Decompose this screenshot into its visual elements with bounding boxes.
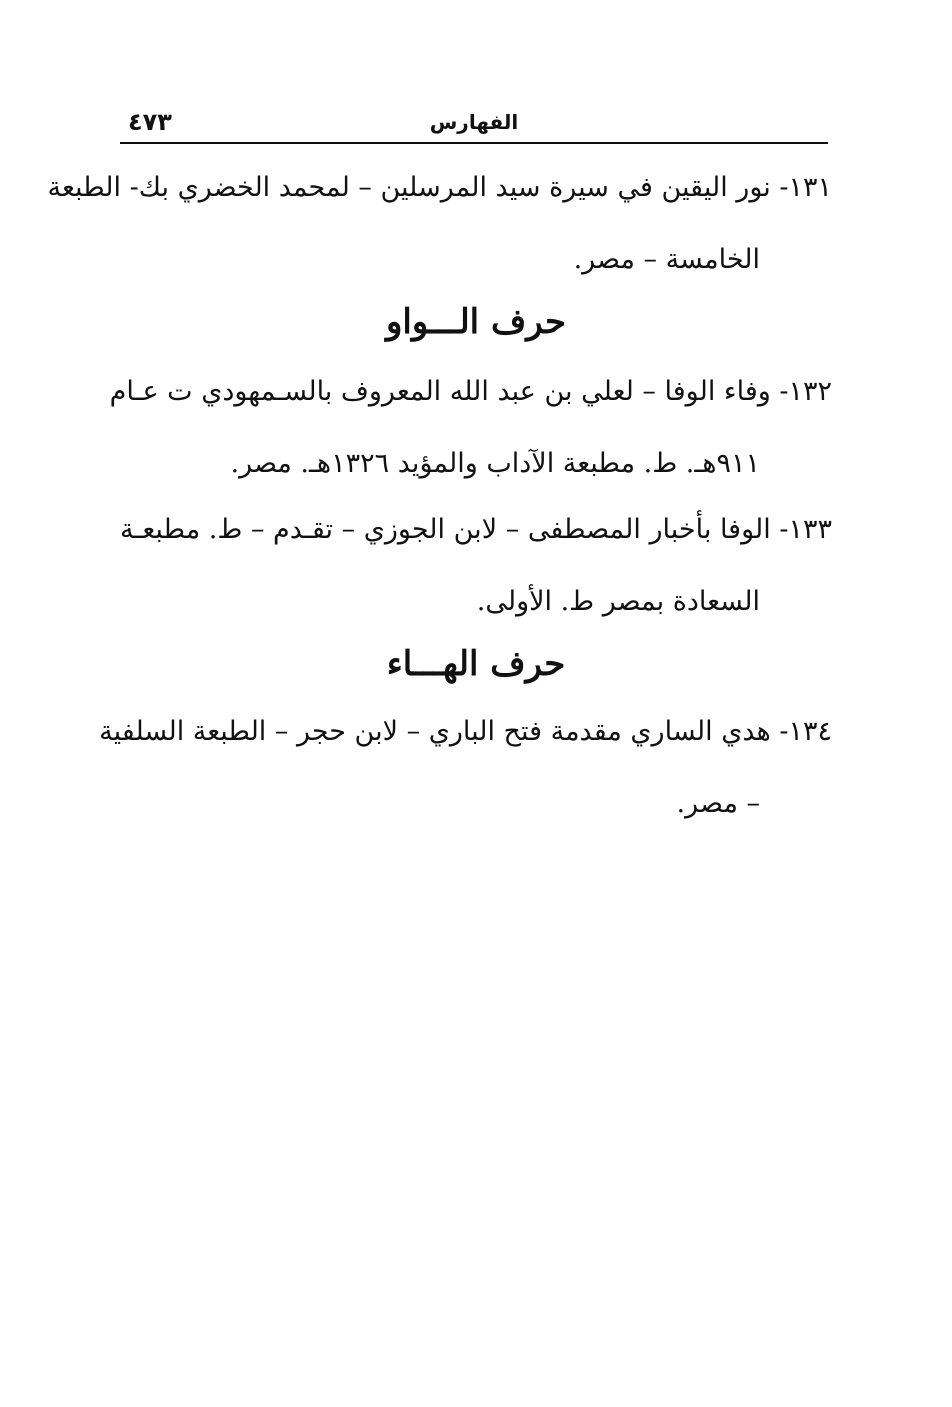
entry-line: الخامسة – مصر. — [573, 244, 760, 275]
section-heading-waw: حرف الـــواو — [386, 302, 566, 342]
page-number: ٤٧٣ — [128, 108, 172, 136]
running-header — [120, 108, 828, 144]
entry-line: – مصر. — [676, 788, 760, 819]
header-title: الفهارس — [429, 110, 519, 134]
bibliography-entry-133 — [120, 494, 832, 638]
bibliography-entry-132 — [109, 356, 832, 500]
entry-line: ٩١١هـ. ط. مطبعة الآداب والمؤيد ١٣٢٦هـ. مصر. — [230, 448, 760, 479]
entry-line: السعادة بمصر ط. الأولى. — [476, 586, 760, 617]
entry-line: ١٣٢- وفاء الوفا – لعلي بن عبد الله المعروف بالسـمهودي ت عـام — [109, 376, 832, 407]
bibliography-entry-131 — [47, 152, 832, 296]
section-heading-ha: حرف الهـــاء — [386, 644, 566, 684]
entry-line: ١٣٣- الوفا بأخبار المصطفى – لابن الجوزي – تقـدم – ط. مطبعـة — [120, 514, 832, 545]
bibliography-entry-134 — [99, 696, 832, 840]
entry-line: ١٣١- نور اليقين في سيرة سيد المرسلين – لمحمد الخضري بك- الطبعة — [47, 172, 832, 203]
entry-line: ١٣٤- هدي الساري مقدمة فتح الباري – لابن حجر – الطبعة السلفية — [99, 716, 832, 747]
